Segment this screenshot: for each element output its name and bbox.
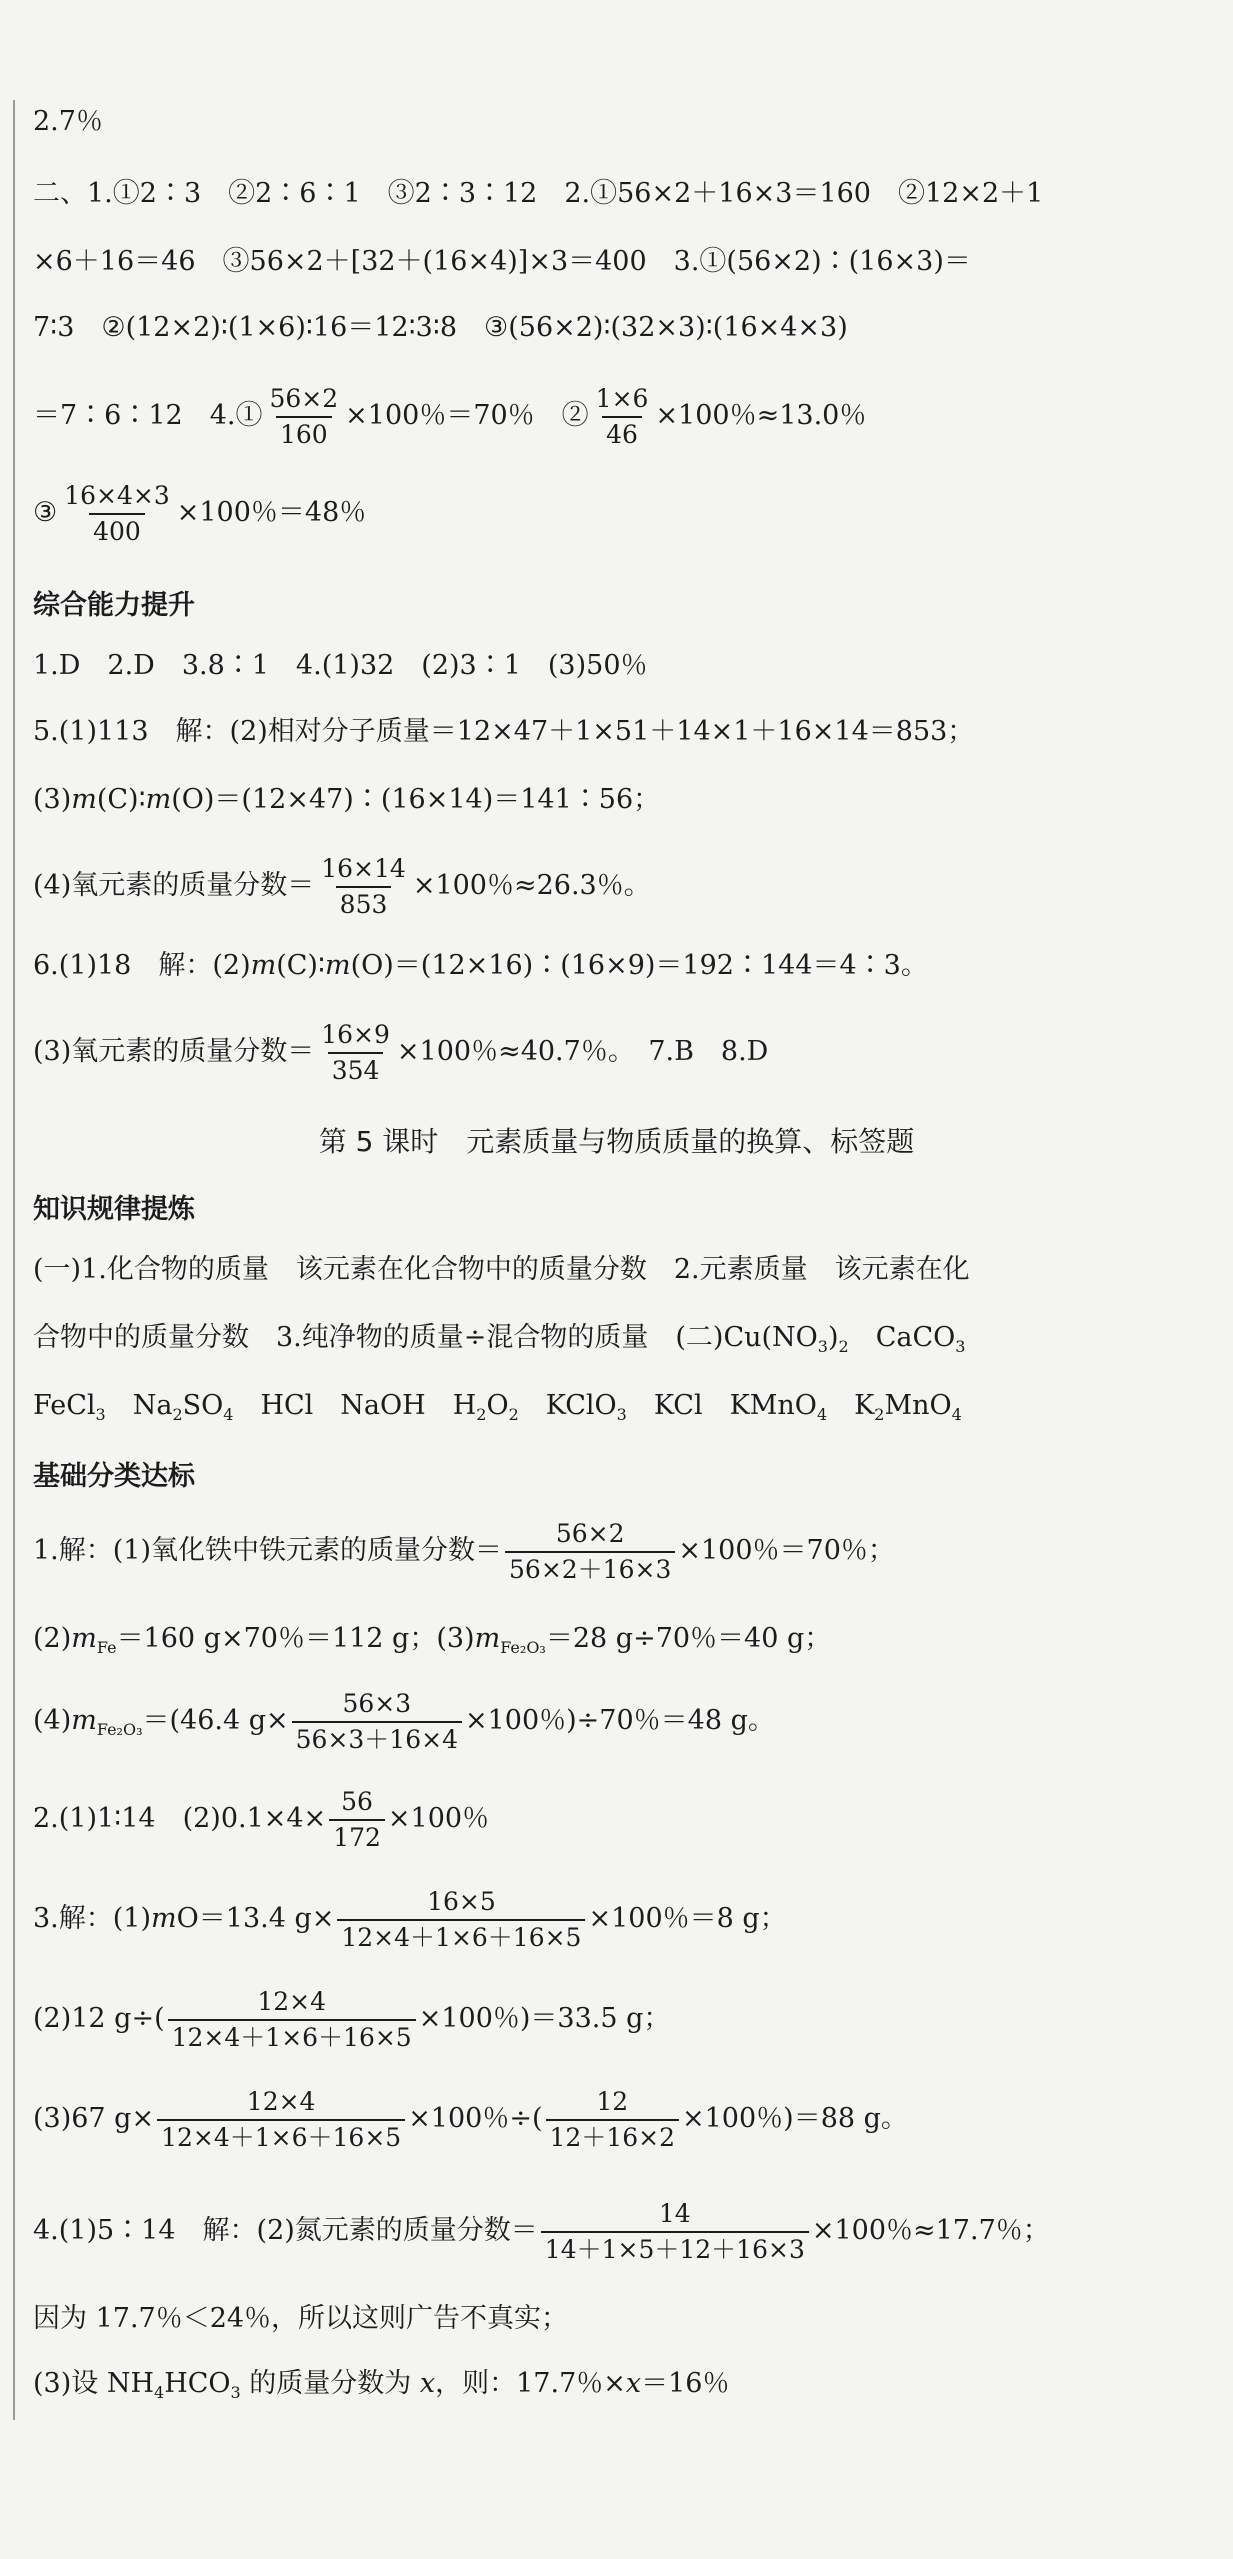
subscript: 3 bbox=[955, 1337, 966, 1356]
subscript: Fe₂O₃ bbox=[96, 1720, 143, 1739]
text-line bbox=[33, 1625, 831, 1656]
text-segment: Na bbox=[105, 1390, 173, 1421]
fraction-denominator: 14＋1×5＋12＋16×3 bbox=[541, 2231, 809, 2264]
text-line: (一)1.化合物的质量 该元素在化合物中的质量分数 2.元素质量 该元素在化 bbox=[33, 1254, 970, 1285]
text-segment: (O)＝(12×47)∶(16×14)＝141∶56； bbox=[171, 784, 661, 815]
subscript: 2 bbox=[476, 1405, 487, 1424]
subscript: 2 bbox=[172, 1405, 183, 1424]
text-segment: ＝28 g÷70％＝40 g； bbox=[545, 1623, 832, 1654]
text-line: 二、1.①2∶3 ②2∶6∶1 ③2∶3∶12 2.①56×2＋16×3＝160 ②12×2＋1 bbox=[33, 178, 1044, 209]
subscript: 2 bbox=[874, 1405, 885, 1424]
fraction bbox=[317, 855, 410, 918]
formula-line bbox=[33, 2200, 1050, 2263]
fraction-denominator: 12×4＋1×6＋16×5 bbox=[168, 2019, 416, 2052]
fraction-numerator: 56×2 bbox=[269, 384, 339, 413]
text-segment: (2) bbox=[33, 1623, 72, 1654]
text-line: 7∶3 ②(12×2)∶(1×6)∶16＝12∶3∶8 ③(56×2)∶(32×3)∶(16×4×3) bbox=[33, 312, 848, 343]
fraction bbox=[168, 1988, 416, 2051]
formula-line bbox=[33, 1888, 787, 1951]
fraction-numerator: 16×5 bbox=[427, 1887, 496, 1916]
text-segment: 2.(1)1∶14 (2)0.1×4× bbox=[33, 1803, 327, 1834]
subscript: 2 bbox=[508, 1405, 519, 1424]
fraction-denominator: 400 bbox=[89, 513, 145, 546]
text-segment: (3)氧元素的质量分数＝ bbox=[33, 1036, 315, 1067]
text-segment: ＝(46.4 g× bbox=[142, 1705, 289, 1736]
fraction-numerator: 12×4 bbox=[257, 1987, 326, 2016]
text-segment: ×100％≈40.7％。 7.B 8.D bbox=[396, 1036, 769, 1067]
fraction bbox=[265, 385, 342, 448]
italic-variable: x bbox=[625, 2368, 642, 2399]
text-line: 1.D 2.D 3.8∶1 4.(1)32 (2)3∶1 (3)50％ bbox=[33, 650, 648, 681]
text-segment: 的质量分数为 bbox=[240, 2368, 420, 2399]
subscript: 4 bbox=[223, 1405, 234, 1424]
italic-variable: x bbox=[419, 2368, 436, 2399]
text-segment: ×100％÷( bbox=[408, 2103, 543, 2134]
fraction-numerator: 16×14 bbox=[321, 854, 406, 883]
text-segment: ×100％≈13.0％ bbox=[655, 400, 867, 431]
text-segment: 3.解：(1) bbox=[33, 1903, 152, 1934]
lesson-title: 第 5 课时 元素质量与物质质量的换算、标签题 bbox=[318, 1125, 915, 1158]
fraction-denominator: 56×3＋16×4 bbox=[292, 1721, 462, 1754]
fraction-denominator: 354 bbox=[328, 1052, 384, 1085]
fraction-denominator: 12＋16×2 bbox=[546, 2119, 679, 2152]
text-line bbox=[33, 952, 928, 979]
text-segment: ×100％)÷70％＝48 g。 bbox=[464, 1705, 775, 1736]
text-segment: ×100％＝70％ ② bbox=[345, 400, 589, 431]
fraction-numerator: 16×9 bbox=[321, 1020, 390, 1049]
text-segment: (4)氧元素的质量分数＝ bbox=[33, 870, 315, 901]
text-segment: ×100％＝8 g； bbox=[588, 1903, 787, 1934]
text-segment: KCl KMnO bbox=[626, 1390, 817, 1421]
margin-line bbox=[13, 100, 15, 2420]
italic-variable: m bbox=[145, 784, 172, 815]
text-segment: ×100％＝70％； bbox=[678, 1535, 895, 1566]
text-segment: KClO bbox=[518, 1390, 617, 1421]
fraction bbox=[541, 2200, 809, 2263]
text-segment: MnO bbox=[884, 1390, 952, 1421]
subscript: Fe bbox=[96, 1638, 117, 1657]
text-line: 2.7％ bbox=[33, 106, 103, 137]
formula-line bbox=[33, 2088, 908, 2151]
text-segment: ＝160 g×70％＝112 g；(3) bbox=[116, 1623, 475, 1654]
subscript: 4 bbox=[816, 1405, 828, 1424]
subscript: 3 bbox=[817, 1337, 828, 1356]
subscript: 3 bbox=[95, 1405, 106, 1424]
fraction-denominator: 853 bbox=[336, 886, 392, 919]
text-segment: SO bbox=[182, 1390, 224, 1421]
fraction bbox=[157, 2088, 405, 2151]
text-segment: ×100％≈26.3％。 bbox=[412, 870, 651, 901]
italic-variable: m bbox=[324, 950, 351, 981]
text-line bbox=[33, 1324, 965, 1355]
text-line: ×6＋16＝46 ③56×2＋[32＋(16×4)]×3＝400 3.①(56×2)∶(16×3)＝ bbox=[33, 246, 971, 277]
text-segment: (3)设 NH bbox=[33, 2368, 154, 2399]
text-segment: ×100％＝48％ bbox=[176, 497, 367, 528]
fraction-denominator: 12×4＋1×6＋16×5 bbox=[157, 2119, 405, 2152]
fraction-numerator: 1×6 bbox=[595, 384, 649, 413]
fraction bbox=[292, 1690, 462, 1753]
italic-variable: m bbox=[71, 1623, 97, 1654]
text-segment: CaCO bbox=[848, 1322, 956, 1353]
subscript: Fe₂O₃ bbox=[500, 1638, 546, 1657]
text-segment: HCO bbox=[164, 2368, 231, 2399]
text-segment: (C)∶ bbox=[96, 784, 146, 815]
fraction-numerator: 56×2 bbox=[555, 1519, 625, 1548]
text-segment: K bbox=[827, 1390, 875, 1421]
formula-line bbox=[33, 1690, 775, 1753]
fraction-numerator: 12 bbox=[596, 2087, 629, 2116]
subscript: 2 bbox=[838, 1337, 849, 1356]
italic-variable: m bbox=[474, 1623, 501, 1654]
text-line: 因为 17.7％＜24％，所以这则广告不真实； bbox=[33, 2303, 569, 2334]
subscript: 3 bbox=[230, 2383, 241, 2402]
fraction-numerator: 16×4×3 bbox=[64, 481, 170, 510]
text-segment: ×100％)＝88 g。 bbox=[682, 2103, 908, 2134]
fraction-numerator: 14 bbox=[658, 2199, 691, 2228]
section-heading: 综合能力提升 bbox=[33, 590, 195, 621]
text-segment: ×100％≈17.7％； bbox=[811, 2215, 1050, 2246]
text-segment: (3)67 g× bbox=[33, 2103, 155, 2134]
text-line bbox=[33, 2370, 729, 2401]
fraction bbox=[337, 1888, 585, 1951]
fraction-denominator: 12×4＋1×6＋16×5 bbox=[337, 1919, 585, 1952]
text-segment: 4.(1)5∶14 解：(2)氮元素的质量分数＝ bbox=[33, 2215, 538, 2246]
text-segment: ×100％)＝33.5 g； bbox=[418, 2003, 671, 2034]
formula-line bbox=[33, 1021, 768, 1084]
text-segment: ＝16％ bbox=[641, 2368, 730, 2399]
fraction bbox=[546, 2088, 679, 2151]
italic-variable: m bbox=[71, 784, 97, 815]
text-segment: ③ bbox=[33, 497, 58, 528]
text-segment: 合物中的质量分数 3.纯净物的质量÷混合物的质量 (二)Cu(NO bbox=[33, 1322, 818, 1353]
subscript: 4 bbox=[154, 2383, 165, 2402]
fraction-numerator: 56×3 bbox=[342, 1689, 412, 1718]
text-line: 5.(1)113 解：(2)相对分子质量＝12×47＋1×51＋14×1＋16×14＝853； bbox=[33, 716, 975, 747]
fraction-denominator: 46 bbox=[602, 416, 642, 449]
fraction-numerator: 56 bbox=[341, 1787, 373, 1816]
formula-line bbox=[33, 855, 651, 918]
fraction bbox=[592, 385, 653, 448]
formula-line bbox=[33, 1520, 895, 1583]
italic-variable: m bbox=[151, 1903, 177, 1934]
formula-line bbox=[33, 385, 866, 448]
fraction bbox=[317, 1021, 394, 1084]
text-segment: (O)＝(12×16)∶(16×9)＝192∶144＝4∶3。 bbox=[350, 950, 928, 981]
text-segment: O＝13.4 g× bbox=[176, 1903, 335, 1934]
text-segment: (2)12 g÷( bbox=[33, 2003, 165, 2034]
formula-line bbox=[33, 1988, 670, 2051]
text-line bbox=[33, 1392, 962, 1423]
text-segment: ) bbox=[827, 1322, 839, 1353]
text-segment: O bbox=[486, 1390, 509, 1421]
text-segment: HCl NaOH H bbox=[233, 1390, 477, 1421]
text-segment: FeCl bbox=[33, 1390, 96, 1421]
fraction-numerator: 12×4 bbox=[246, 2087, 316, 2116]
text-segment: (3) bbox=[33, 784, 72, 815]
text-segment: (4) bbox=[33, 1705, 72, 1736]
text-line bbox=[33, 786, 660, 813]
text-segment: ×100％ bbox=[387, 1803, 490, 1834]
italic-variable: m bbox=[250, 950, 277, 981]
fraction-denominator: 172 bbox=[329, 1819, 385, 1852]
fraction bbox=[505, 1520, 675, 1583]
formula-line bbox=[33, 482, 366, 545]
section-heading: 知识规律提炼 bbox=[33, 1194, 195, 1225]
fraction bbox=[60, 482, 174, 545]
section-heading: 基础分类达标 bbox=[33, 1461, 195, 1492]
text-segment: (C)∶ bbox=[276, 950, 325, 981]
subscript: 3 bbox=[616, 1405, 627, 1424]
text-segment: 6.(1)18 解：(2) bbox=[33, 950, 251, 981]
formula-line bbox=[33, 1788, 489, 1851]
text-segment: 1.解：(1)氧化铁中铁元素的质量分数＝ bbox=[33, 1535, 503, 1566]
fraction bbox=[329, 1788, 385, 1851]
italic-variable: m bbox=[71, 1705, 97, 1736]
text-segment: ，则：17.7％× bbox=[435, 2368, 626, 2399]
text-segment: ＝7∶6∶12 4.① bbox=[33, 400, 263, 431]
fraction-denominator: 160 bbox=[276, 416, 332, 449]
fraction-denominator: 56×2＋16×3 bbox=[505, 1551, 675, 1584]
subscript: 4 bbox=[951, 1405, 962, 1424]
